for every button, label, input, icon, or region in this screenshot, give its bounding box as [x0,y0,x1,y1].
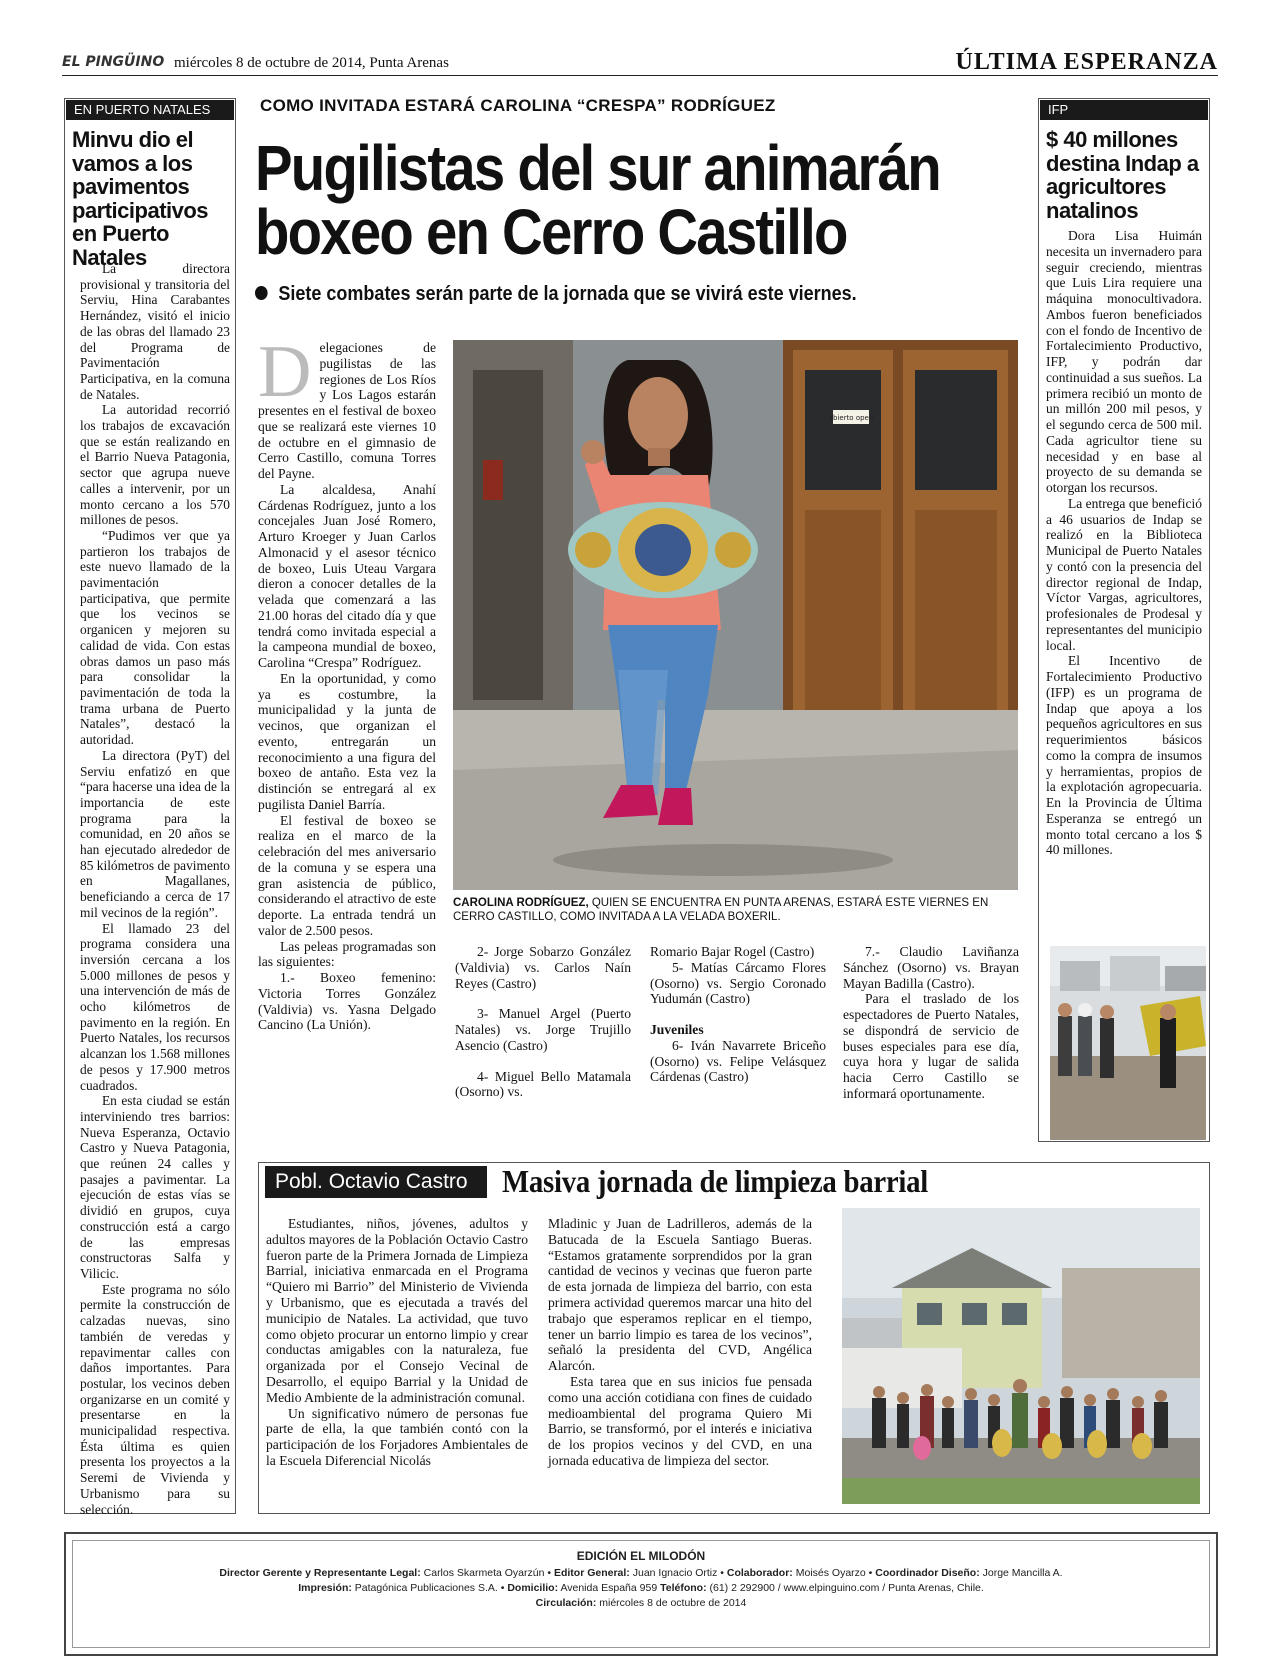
subhead-text: Siete combates serán parte de la jornada que se vivirá este viernes. [278,283,857,305]
fight-item: 4- Miguel Bello Matamala (Osorno) vs. [455,1068,631,1100]
masthead-title: EDICIÓN EL MILODÓN [576,1549,706,1563]
masthead-line-1: Director Gerente y Representante Legal: Carlos Skarmeta Oyarzún • Editor General: Juan Ignacio Ortiz • Colaborador: Moisés Oyarzo • Coordinador Diseño: Jorge Mancilla A. [219,1567,1063,1579]
page-header [62,49,1218,76]
masthead-key: Coordinador Diseño: [875,1567,980,1579]
fights-column-2 [650,944,826,1085]
right-story-headline: $ 40 millones destina Indap a agricultores natalinos [1046,127,1199,223]
paragraph: Mladinic y Juan de Ladrilleros, además de la Batucada de la Escuela Santiago Bueras. “Estamos gratamente sorprendidos por la gran cantidad de vecinos y vecinas que fueron parte de esta jornada de limpieza del barrio, con esta primera actividad queremos marcar una hito del trabajo que esperamos replicar en el tiempo, tener un barrio limpio es tarea de los vecinos”, señaló la presidenta del CVD, Angélica Alarcón. [548,1216,812,1374]
masthead-value: Jorge Mancilla A. [982,1567,1063,1579]
right-story-tag: IFP [1040,100,1208,120]
masthead-line-3 [73,1596,1209,1611]
masthead-key: Circulación: [535,1597,597,1609]
paragraph: Dora Lisa Huimán necesita un invernadero para seguir creciendo, mientras que Luis Lira requiere una máquina monocultivadora. Ambos fueron beneficiados con el fondo de Incentivo de Fortalecimiento Productivo, IFP, y podrán dar continuidad a sus sueños. La primera recibió un monto de un millón 200 mil pesos, y el segundo cerca de 500 mil. Cada agricultor tiene su necesidad y en base al proyecto de su demanda se otorgan los recursos. [1046,228,1202,495]
paragraph: Estudiantes, niños, jóvenes, adultos y adultos mayores de la Población Octavio Castro fueron parte de la Primera Jornada de Limpieza Barrial, iniciativa enmarcada en el Programa “Quiero mi Barrio” del Ministerio de Vivienda y Urbanismo, que es ejecutada a través del municipio de Natales. La actividad, que tuvo como objeto procurar un entorno limpio y crear conductas amigables con la naturaleza, fue organizada por el Consejo Vecinal de Desarrollo, el equipo Barrial y la Unidad de Medio Ambiente de la administración comunal. [266,1216,528,1405]
section-title: ÚLTIMA ESPERANZA [955,49,1218,75]
masthead-key: Colaborador: [726,1567,793,1579]
paragraph: El Incentivo de Fortalecimiento Productivo (IFP) es un programa de Indap que apoya a los pequeños agricultores en sus requerimientos básicos como la compra de insumos y herramientas, propios de la explotación agropecuaria. En la Provincia de Última Esperanza se entregó un monto total cercano a los $ 40 millones. [1046,653,1202,858]
masthead-key: Impresión: [298,1582,352,1594]
paragraph: Un significativo número de personas fue parte de ella, la que también contó con la participación de los Forjadores Ambientales de la Escuela Diferencial Nicolás [266,1405,528,1468]
paragraph: La alcaldesa, Anahí Cárdenas Rodríguez, junto a los concejales Juan José Romero, Arturo Kroeger y Juan Carlos Almonacid y el asesor técnico de boxeo, Luis Uteau Vargara dieron a conocer detalles de la velada que comenzará a las 21.00 horas del citado día y que tendrá como invitada especial a la campeona mundial de boxeo, Carolina “Crespa” Rodríguez. [258,481,436,670]
paragraph: La autoridad recorrió los trabajos de excavación que se están realizando en el Barrio Nueva Patagonia, sector que agrupa nueve calles a intervenir, por un monto cercano a los 570 millones de pesos. [80,402,230,528]
paragraph: “Pudimos ver que ya partieron los trabajos de este nuevo llamado de la pavimentación participativa, que permite que los vecinos se organicen y mejoren su calidad de vida. Con estas obras damos un paso más para consolidar la pavimentación de toda la trama urbana de Puerto Natales”, destacó la autoridad. [80,527,230,748]
masthead-inner [72,1540,1210,1648]
masthead-box [64,1532,1218,1656]
drop-cap: D [258,331,312,413]
paragraph: En esta ciudad se están interviniendo tres barrios: Nueva Esperanza, Octavio Castro y Nueva Patagonia, que reúnen 24 calles y pasajes a pavimentar. La ejecución de estas vías se dividió en grupos, cuya construcción está a cargo de las empresas constructoras Salfa y Vilicic. [80,1093,230,1281]
fight-item: 3- Manuel Argel (Puerto Natales) vs. Jorge Trujillo Asencio (Castro) [455,1006,631,1053]
paragraph: La directora provisional y transitoria del Serviu, Hina Carabantes Hernández, visitó el inicio de las obras del llamado 23 del Programa de Pavimentación Participativa, en la comuna de Natales. [80,261,230,402]
lead-paragraph [258,331,436,482]
main-story-body [258,331,436,1033]
cleanup-photo-illustration [842,1208,1200,1504]
paragraph: La entrega que benefició a 46 usuarios de Indap se realizó en la Biblioteca Municipal de Puerto Natales y contó con la presencia del director regional de Indap, Víctor Vargas, agricultores, profesionales de Prodesal y representantes del municipio local. [1046,495,1202,653]
headline-line-1: Pugilistas del sur animarán [255,132,940,204]
bullet-icon [255,286,268,300]
boxer-photo-illustration [453,340,1018,890]
header-date: miércoles 8 de octubre de 2014, Punta Arenas [174,55,449,71]
main-headline [255,132,940,268]
headline-line-2: boxeo en Cerro Castillo [255,196,847,268]
masthead-value: Avenida España 959 [560,1582,658,1594]
fight-item: 5- Matías Cárcamo Flores (Osorno) vs. Sergio Coronado Yudumán (Castro) [650,959,826,1007]
left-story-body [80,261,230,1517]
fight-item: 2- Jorge Sobarzo González (Valdivia) vs. Carlos Naín Reyes (Castro) [455,944,631,991]
masthead-value: Patagónica Publicaciones S.A. [354,1582,498,1594]
right-story-body [1046,228,1202,858]
fight-item: 7.- Claudio Laviñanza Sánchez (Osorno) vs. Brayan Mayan Badilla (Castro). [843,944,1019,991]
cleanup-photo [842,1208,1200,1504]
paragraph: En la oportunidad, y como ya es costumbre, la municipalidad y la junta de vecinos, que organizan el evento, entregarán un reconocimiento a una figura del boxeo de antaño. Esta vez la distinción se entregará al ex pugilista Daniel Barría. [258,670,436,812]
masthead-key: Director Gerente y Representante Legal: [219,1567,421,1579]
masthead-lines [73,1549,1209,1611]
paragraph: El llamado 23 del programa considera una inversión cercana a los 5.000 millones de pesos y una intervención de más de ocho kilómetros de pavimento en la región. En Puerto Natales, los recursos alcanzan los 1.568 millones de pesos y 17.900 metros cuadrados. [80,920,230,1093]
paragraph: Esta tarea que en sus inicios fue pensada como una acción cotidiana con fines de cuidado medioambiental del programa Quiero Mi Barrio, se transformó, por el interés e iniciativa de los propios vecinos y del CVD, en una jornada educativa de limpieza del sector. [548,1373,812,1468]
masthead-key: Editor General: [553,1567,630,1579]
masthead-key: Teléfono: [660,1582,707,1594]
fight-item: Romario Bajar Rogel (Castro) [650,944,815,959]
juveniles-heading: Juveniles [650,1022,704,1037]
farmers-photo [1050,946,1206,1140]
brand-logo: EL PINGÜINO [62,54,165,70]
masthead-line-2: Impresión: Patagónica Publicaciones S.A. • Domicilio: Avenida España 959 Teléfono: (61) 2 292900 / www.elpinguino.com / Punta Arenas, Chile. [298,1582,984,1594]
masthead-value: (61) 2 292900 / www.elpinguino.com / Punta Arenas, Chile. [709,1582,984,1594]
door-sign: abierto open [828,414,874,422]
paragraph: 1.- Boxeo femenino: Victoria Torres González (Valdivia) vs. Yasna Delgado Cancino (La Unión). [258,970,436,1033]
paragraph: Las peleas programadas son las siguientes: [258,938,436,970]
farmers-photo-illustration [1050,946,1206,1140]
caption-text: QUIEN SE ENCUENTRA EN PUNTA ARENAS, ESTARÁ ESTE VIERNES EN CERRO CASTILLO, COMO INVITADA A LA VELADA BOXERIL. [453,897,989,923]
bottom-story-headline: Masiva jornada de limpieza barrial [502,1163,928,1199]
fights-column-3 [843,944,1019,1102]
paragraph: La directora (PyT) del Serviu enfatizó en que “para hacerse una idea de la importancia de este programa para la comunidad, en 20 años se han ejecutado alrededor de 85 kilómetros de pavimento en Magallanes, beneficiando a cerca de 17 mil vecinos de la región”. [80,747,230,920]
fights-column-1 [455,944,631,1100]
masthead-value: Juan Ignacio Ortiz [632,1567,718,1579]
masthead-value: Carlos Skarmeta Oyarzún [423,1567,545,1579]
bottom-story-col-2 [548,1216,812,1469]
masthead-key: Domicilio: [507,1582,559,1594]
paragraph: Este programa no sólo permite la construcción de calzadas nuevas, sino también de veredas y repavimentar calles con daños importantes. Para postular, los vecinos deben organizarse en un comité y presentarse en la municipalidad respectiva. Ésta última es quien presenta los proyectos a la Seremi de Vivienda y Urbanismo para su selección. [80,1281,230,1517]
main-subhead [255,283,857,306]
boxer-photo [453,340,1018,890]
photo-caption [453,896,1019,924]
left-story-tag: EN PUERTO NATALES [66,100,234,120]
bottom-story-tag: Pobl. Octavio Castro [265,1166,487,1198]
fight-item: 6- Iván Navarrete Briceño (Osorno) vs. Felipe Velásquez Cárdenas (Castro) [650,1037,826,1085]
caption-name: CAROLINA RODRÍGUEZ, [453,897,589,909]
bottom-story-col-1 [266,1216,528,1469]
left-story-headline: Minvu dio el vamos a los pavimentos participativos en Puerto Natales [72,127,209,270]
paragraph: Para el traslado de los espectadores de Puerto Natales, se dispondrá de servicio de buses especiales para ese día, cuya hora y lugar de salida hacia Cerro Castillo se informará oportunamente. [843,991,1019,1101]
masthead-value: miércoles 8 de octubre de 2014 [599,1597,747,1609]
main-kicker: COMO INVITADA ESTARÁ CAROLINA “CRESPA” RODRÍGUEZ [260,96,776,115]
paragraph: El festival de boxeo se realiza en el marco de la celebración del mes aniversario de la comuna y se espera una gran asistencia de público, considerando el atractivo de este deporte. La entrada tendrá un valor de 2.500 pesos. [258,812,436,938]
lead-text: elegaciones de pugilistas de las regiones de Los Ríos y Los Lagos estarán presentes en el festival de boxeo que se realizará este viernes 10 de octubre en el gimnasio de Cerro Castillo, comuna Torres del Payne. [258,340,436,481]
masthead-value: Moisés Oyarzo [795,1567,866,1579]
